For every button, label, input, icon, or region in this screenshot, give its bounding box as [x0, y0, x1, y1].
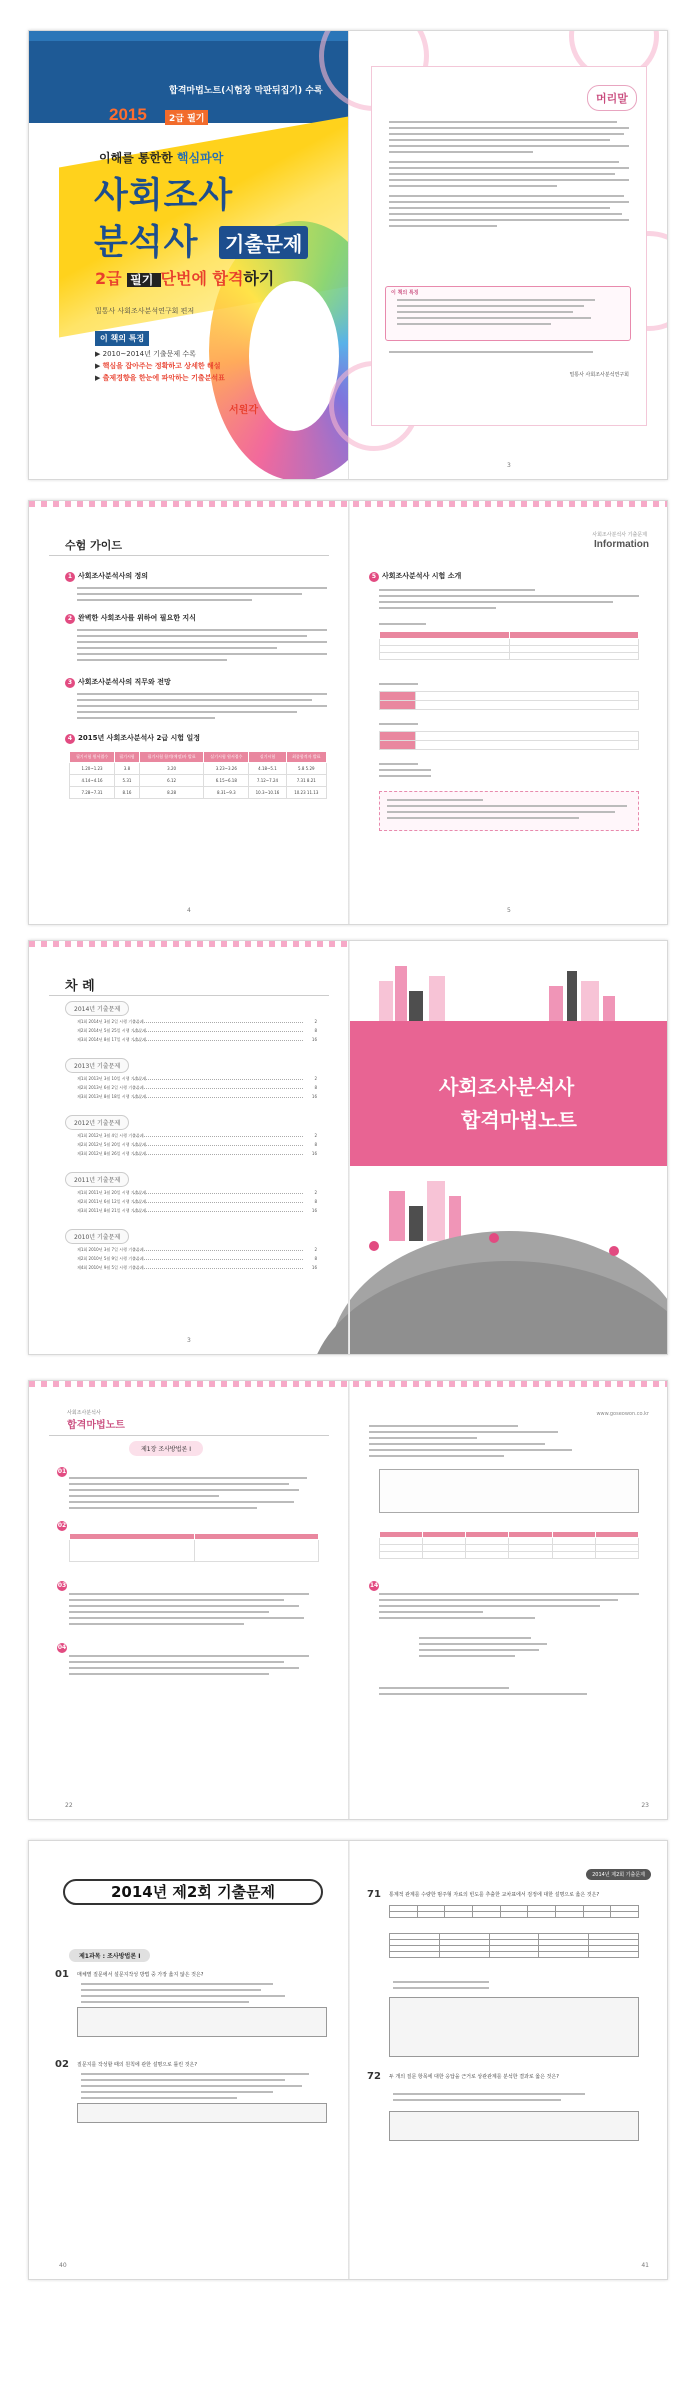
toc-entry-title: 제1회 2014년 3월 2일 시행 기출문제 — [77, 1019, 144, 1024]
building-decoration — [449, 1196, 461, 1241]
toc-entry[interactable] — [77, 1019, 317, 1025]
exam-method-title — [379, 683, 639, 689]
explanation-box — [389, 2111, 639, 2141]
pass-criteria-table — [379, 731, 639, 750]
exam-fields-title — [379, 623, 639, 629]
cover-title-line2: 분석사 — [94, 223, 199, 263]
schedule-header-cell: 필기시험 원서접수 — [70, 752, 115, 763]
page-number: 22 — [65, 1802, 73, 1809]
building-decoration — [581, 981, 599, 1021]
section-number: 5 — [369, 572, 379, 582]
note-text — [69, 1593, 319, 1629]
guide-text-1 — [77, 587, 327, 605]
cover-feature-2: ▶ 핵심을 잡아주는 정확하고 상세한 해설 — [95, 362, 221, 370]
cover-feature-3-text: 출제경향을 한눈에 파악하는 기출분석표 — [102, 374, 225, 382]
cover-lead-a: 이해를 통한한 — [99, 151, 177, 165]
toc-entry-title: 제3회 2011년 8월 21일 시행 기출문제 — [77, 1208, 147, 1213]
page-number: 41 — [641, 2262, 649, 2269]
preface-signature: 밀통사 사회조사분석연구회 — [569, 372, 629, 378]
guide-title: 수험 가이드 — [65, 539, 122, 552]
spread-cover-preface — [28, 30, 668, 480]
schedule-cell: 1.20~1.23 — [70, 763, 115, 775]
tree-decoration — [489, 1233, 499, 1243]
schedule-header-cell: 실기시험 — [249, 752, 286, 763]
spread-guide — [28, 500, 668, 925]
toc-entry-title: 제2회 2010년 5월 9일 시행 기출문제 — [77, 1256, 144, 1261]
toc-entry-title: 제1회 2012년 3월 4일 시행 기출문제 — [77, 1133, 144, 1138]
toc-entry-page: 2 — [314, 1076, 317, 1081]
question-number: 01 — [55, 1969, 69, 1980]
spread-toc — [28, 940, 668, 1355]
toc-entry-title: 제3회 2012년 8월 26일 시행 기출문제 — [77, 1151, 147, 1156]
cover-title-badge: 기출문제 — [219, 226, 308, 259]
toc-entry-page: 8 — [314, 1028, 317, 1033]
toc-entry-title: 제2회 2011년 6월 12일 시행 기출문제 — [77, 1199, 147, 1204]
cover-author: 밀통사 사회조사분석연구회 편저 — [95, 307, 195, 315]
note-heading: 04 — [57, 1644, 67, 1651]
page-number: 40 — [59, 2262, 67, 2269]
toc-entry-page: 8 — [314, 1256, 317, 1261]
header-rule — [49, 995, 329, 996]
section-number: 3 — [65, 678, 75, 688]
explanation-box — [77, 2007, 327, 2037]
preface-tag: 머리말 — [587, 85, 637, 111]
building-decoration — [395, 966, 407, 1021]
question-text: 두 개의 질문 항목에 대한 응답을 근거로 상관관계를 분석한 결과로 옳은 것은? — [389, 2074, 559, 2080]
preface-closing — [389, 351, 629, 357]
schedule-header-row — [70, 752, 327, 763]
question-options — [81, 2073, 321, 2103]
cover-sub-c: 단번에 합격 — [160, 269, 244, 288]
note-heading: 01 — [57, 1468, 67, 1475]
toc-page — [29, 941, 349, 1354]
guide-text-3 — [77, 693, 327, 723]
toc-entry-title: 제1회 2013년 3월 10일 시행 기출문제 — [77, 1076, 147, 1081]
publisher-logo: 서원각 — [229, 405, 258, 416]
toc-entry-title: 제2회 2012년 5월 20일 시행 기출문제 — [77, 1142, 147, 1147]
exam-method-table — [379, 691, 639, 710]
toc-entry-page: 8 — [314, 1085, 317, 1090]
note-text — [379, 1593, 639, 1623]
schedule-header-cell: 필기시험 — [115, 752, 140, 763]
toc-entry-title: 제1회 2010년 3월 7일 시행 기출문제 — [77, 1247, 144, 1252]
toc-entry[interactable] — [77, 1151, 317, 1157]
cover-sub-d: 하기 — [243, 269, 275, 288]
toc-entry-page: 2 — [314, 1019, 317, 1024]
question-text: 질문지를 작성할 때의 원칙에 관한 설명으로 틀린 것은? — [77, 2062, 198, 2068]
toc-entry-page: 2 — [314, 1247, 317, 1252]
explanation-box — [389, 1997, 639, 2057]
toc-entry[interactable] — [77, 1133, 317, 1139]
building-decoration — [409, 991, 423, 1021]
schedule-table — [69, 751, 327, 799]
exam-page-right — [349, 1841, 668, 2279]
schedule-cell: 4.14~4.16 — [70, 775, 115, 787]
cover-sub-b: 필기 — [127, 273, 160, 287]
section-label: 완벽한 사회조사를 위하여 필요한 지식 — [78, 614, 196, 622]
schedule-row — [70, 775, 327, 787]
question-options — [81, 1983, 321, 2007]
section-title-line1: 사회조사분석사 — [439, 1075, 575, 1099]
formula-lines — [419, 1637, 579, 1661]
building-decoration — [567, 971, 577, 1021]
toc-group-label[interactable]: 2010년 기출문제 — [65, 1229, 129, 1244]
toc-entry[interactable] — [77, 1085, 317, 1091]
toc-entry[interactable] — [77, 1265, 317, 1271]
note-text — [369, 1425, 639, 1461]
toc-entry-page: 16 — [311, 1037, 317, 1042]
toc-entry-page: 16 — [311, 1151, 317, 1156]
building-decoration — [603, 996, 615, 1021]
schedule-row — [70, 787, 327, 799]
exam-fields-table — [379, 631, 639, 660]
guide-text-2 — [77, 629, 327, 665]
note-compare-table — [69, 1533, 319, 1562]
schedule-cell: 5.8 5.29 — [286, 763, 326, 775]
exam-subject: 제1과목 : 조사방법론 Ⅰ — [69, 1949, 150, 1962]
toc-leader-dots — [133, 1211, 303, 1212]
toc-entry-title: 제2회 2013년 6월 2일 시행 기출문제 — [77, 1085, 144, 1090]
section-title-page — [349, 941, 668, 1355]
header-rule — [49, 1435, 329, 1436]
schedule-cell: 4.18~5.1 — [249, 763, 286, 775]
toc-entry-page: 2 — [314, 1190, 317, 1195]
guide-section-4 — [65, 733, 200, 744]
info-subtitle: 사회조사분석사 기출문제 — [592, 532, 647, 538]
toc-entry[interactable] — [77, 1142, 317, 1148]
toc-leader-dots — [133, 1136, 303, 1137]
schedule-cell: 7.12~7.24 — [249, 775, 286, 787]
toc-entry-page: 8 — [314, 1142, 317, 1147]
note-page-right — [349, 1381, 668, 1819]
spread-exam — [28, 1840, 668, 2280]
exam-intro-text — [379, 589, 639, 613]
toc-entry-title: 제1회 2011년 3월 20일 시행 기출문제 — [77, 1190, 147, 1195]
note-text — [379, 1687, 639, 1699]
anova-table — [379, 1531, 639, 1559]
toc-entry[interactable] — [77, 1199, 317, 1205]
toc-leader-dots — [133, 1259, 303, 1260]
schedule-header-cell: 필기시험 합격(예정)자 발표 — [139, 752, 203, 763]
guide-section-1 — [65, 571, 148, 582]
cover-feature-3: ▶ 출제경향을 한눈에 파악하는 기출분석표 — [95, 374, 225, 382]
cover-year: 2015 — [109, 105, 147, 124]
toc-entry[interactable] — [77, 1208, 317, 1214]
schedule-cell: 7.31 8.21 — [286, 775, 326, 787]
schedule-cell: 3.8 — [115, 763, 140, 775]
schedule-cell: 10.3~10.16 — [249, 787, 286, 799]
toc-entry[interactable] — [77, 1094, 317, 1100]
note-text — [69, 1655, 319, 1679]
note-logo-text: 합격마법노트 — [67, 1420, 125, 1431]
toc-leader-dots — [133, 1088, 303, 1089]
toc-leader-dots — [133, 1040, 303, 1041]
fee-text — [379, 763, 639, 781]
spine — [348, 941, 350, 1354]
preface-page — [349, 31, 668, 479]
note-page-left — [29, 1381, 349, 1819]
note-logo — [67, 1409, 125, 1431]
site-url: www.goseowon.co.kr — [596, 1411, 649, 1417]
toc-leader-dots — [133, 1250, 303, 1251]
cover-swirl-mask — [249, 281, 339, 431]
pass-criteria-title — [379, 723, 639, 729]
info-label: Information — [594, 539, 649, 550]
exam-running-header: 2014년 제2회 기출문제 — [586, 1869, 651, 1880]
cover-subtitle — [95, 266, 274, 289]
schedule-cell: 10.23 11.13 — [286, 787, 326, 799]
cover-feature-2-text: 핵심을 잡아주는 정확하고 상세한 해설 — [102, 362, 221, 370]
building-decoration — [409, 1206, 423, 1241]
data-grid — [389, 1905, 639, 1918]
cover-top-tag: 합격마법노트(시험장 막판뒤집기) 수록 — [169, 86, 323, 96]
note-heading: 14 — [369, 1582, 379, 1589]
guide-page-left — [29, 501, 349, 924]
building-decoration — [427, 1181, 445, 1241]
toc-entry-page: 16 — [311, 1208, 317, 1213]
note-logo-sub: 사회조사분석사 — [67, 1410, 101, 1416]
toc-entry-title: 제3회 2014년 8월 17일 시행 기출문제 — [77, 1037, 147, 1042]
question-number: 72 — [367, 2071, 381, 2082]
toc-leader-dots — [133, 1193, 303, 1194]
toc-entry[interactable] — [77, 1037, 317, 1043]
schedule-cell: 6.15~6.18 — [204, 775, 249, 787]
schedule-header-cell: 최종합격자 발표 — [286, 752, 326, 763]
toc-entry[interactable] — [77, 1028, 317, 1034]
toc-leader-dots — [133, 1154, 303, 1155]
formula-box — [379, 1469, 639, 1513]
exam-title: 2014년 제2회 기출문제 — [63, 1879, 323, 1905]
schedule-cell: 3.20 — [139, 763, 203, 775]
cover-features-title: 이 책의 특징 — [95, 331, 149, 346]
guide-page-right — [349, 501, 668, 924]
note-heading: 03 — [57, 1582, 67, 1589]
explanation-box — [77, 2103, 327, 2123]
toc-entry-page: 8 — [314, 1199, 317, 1204]
section-label: 사회조사분석사의 직무와 전망 — [78, 678, 171, 686]
exam-page-left — [29, 1841, 349, 2279]
toc-group-label[interactable]: 2012년 기출문제 — [65, 1115, 129, 1130]
schedule-cell: 3.23~3.26 — [204, 763, 249, 775]
cover-lead — [99, 149, 223, 166]
schedule-cell: 8.31~9.3 — [204, 787, 249, 799]
toc-leader-dots — [133, 1031, 303, 1032]
cover-title-line1: 사회조사 — [94, 176, 234, 216]
toc-entry-title: 제4회 2010년 9월 5일 시행 기출문제 — [77, 1265, 144, 1270]
note-text — [69, 1477, 319, 1513]
toc-leader-dots — [133, 1022, 303, 1023]
toc-entry-page: 2 — [314, 1133, 317, 1138]
schedule-header-cell: 실기시험 원서접수 — [204, 752, 249, 763]
guide-section-2 — [65, 613, 196, 624]
page-number: 5 — [507, 907, 511, 914]
toc-leader-dots — [133, 1268, 303, 1269]
building-decoration — [429, 976, 445, 1021]
question-options — [393, 2093, 633, 2105]
section-label: 사회조사분석사 시험 소개 — [382, 572, 462, 580]
toc-entry[interactable] — [77, 1256, 317, 1262]
preface-box-title: 이 책의 특징 — [391, 290, 419, 296]
question-text: 통계적 관계를 수량한 범주형 자료의 빈도를 추출한 교차표에서 검정에 대한 설명으로 옳은 것은? — [389, 1892, 600, 1898]
schedule-cell: 7.28~7.31 — [70, 787, 115, 799]
guide-section-3 — [65, 677, 171, 688]
section-label: 사회조사분석사의 정의 — [78, 572, 149, 580]
anova-grid — [389, 1933, 639, 1958]
question-text: 매체별 질문에서 설문지작성 방법 중 가장 옳지 않은 것은? — [77, 1972, 204, 1978]
guide-section-5 — [369, 571, 461, 582]
preface-body — [389, 121, 629, 231]
page-number: 3 — [507, 462, 511, 469]
cover-grade: 2급 필기 — [165, 110, 208, 125]
cover-feature-1-text: 2010~2014년 기출문제 수록 — [102, 350, 196, 358]
notice-text — [387, 799, 627, 823]
toc-leader-dots — [133, 1079, 303, 1080]
question-number: 02 — [55, 2059, 69, 2070]
page-number: 3 — [187, 1337, 191, 1344]
toc-entry-page: 16 — [311, 1094, 317, 1099]
section-number: 4 — [65, 734, 75, 744]
schedule-row — [70, 763, 327, 775]
toc-entry-title: 제2회 2014년 5월 25일 시행 기출문제 — [77, 1028, 147, 1033]
page-number: 23 — [641, 1802, 649, 1809]
book-cover — [29, 31, 349, 480]
cover-sub-a: 2급 — [95, 269, 128, 288]
toc-group-label[interactable]: 2011년 기출문제 — [65, 1172, 129, 1187]
question-number: 71 — [367, 1889, 381, 1900]
toc-group-label[interactable]: 2014년 기출문제 — [65, 1001, 129, 1016]
tree-decoration — [369, 1241, 379, 1251]
section-label: 2015년 사회조사분석사 2급 시험 일정 — [78, 734, 201, 742]
toc-title: 차 례 — [65, 979, 95, 994]
cover-lead-b: 핵심파악 — [176, 151, 224, 165]
cover-feature-1: ▶ 2010~2014년 기출문제 수록 — [95, 350, 196, 358]
section-number: 1 — [65, 572, 75, 582]
schedule-cell: 8.16 — [115, 787, 140, 799]
toc-leader-dots — [133, 1145, 303, 1146]
toc-leader-dots — [133, 1097, 303, 1098]
chapter-label: 제1장 조사방법론 Ⅰ — [129, 1441, 203, 1456]
toc-leader-dots — [133, 1202, 303, 1203]
section-title-line2: 합격마법노트 — [461, 1108, 577, 1132]
schedule-cell: 5.31 — [115, 775, 140, 787]
schedule-cell: 6.12 — [139, 775, 203, 787]
header-rule — [49, 555, 329, 556]
section-number: 2 — [65, 614, 75, 624]
tree-decoration — [609, 1246, 619, 1256]
toc-group-label[interactable]: 2013년 기출문제 — [65, 1058, 129, 1073]
building-decoration — [379, 981, 393, 1021]
toc-entry[interactable] — [77, 1076, 317, 1082]
schedule-cell: 8.28 — [139, 787, 203, 799]
preface-box-lines — [397, 299, 617, 329]
toc-entry-title: 제3회 2013년 8월 18일 시행 기출문제 — [77, 1094, 147, 1099]
building-decoration — [549, 986, 563, 1021]
toc-entry[interactable] — [77, 1247, 317, 1253]
page-number: 4 — [187, 907, 191, 914]
toc-entry[interactable] — [77, 1190, 317, 1196]
spread-notes — [28, 1380, 668, 1820]
note-heading: 02 — [57, 1522, 67, 1529]
toc-entry-page: 16 — [311, 1265, 317, 1270]
building-decoration — [389, 1191, 405, 1241]
question-options — [393, 1981, 633, 1993]
